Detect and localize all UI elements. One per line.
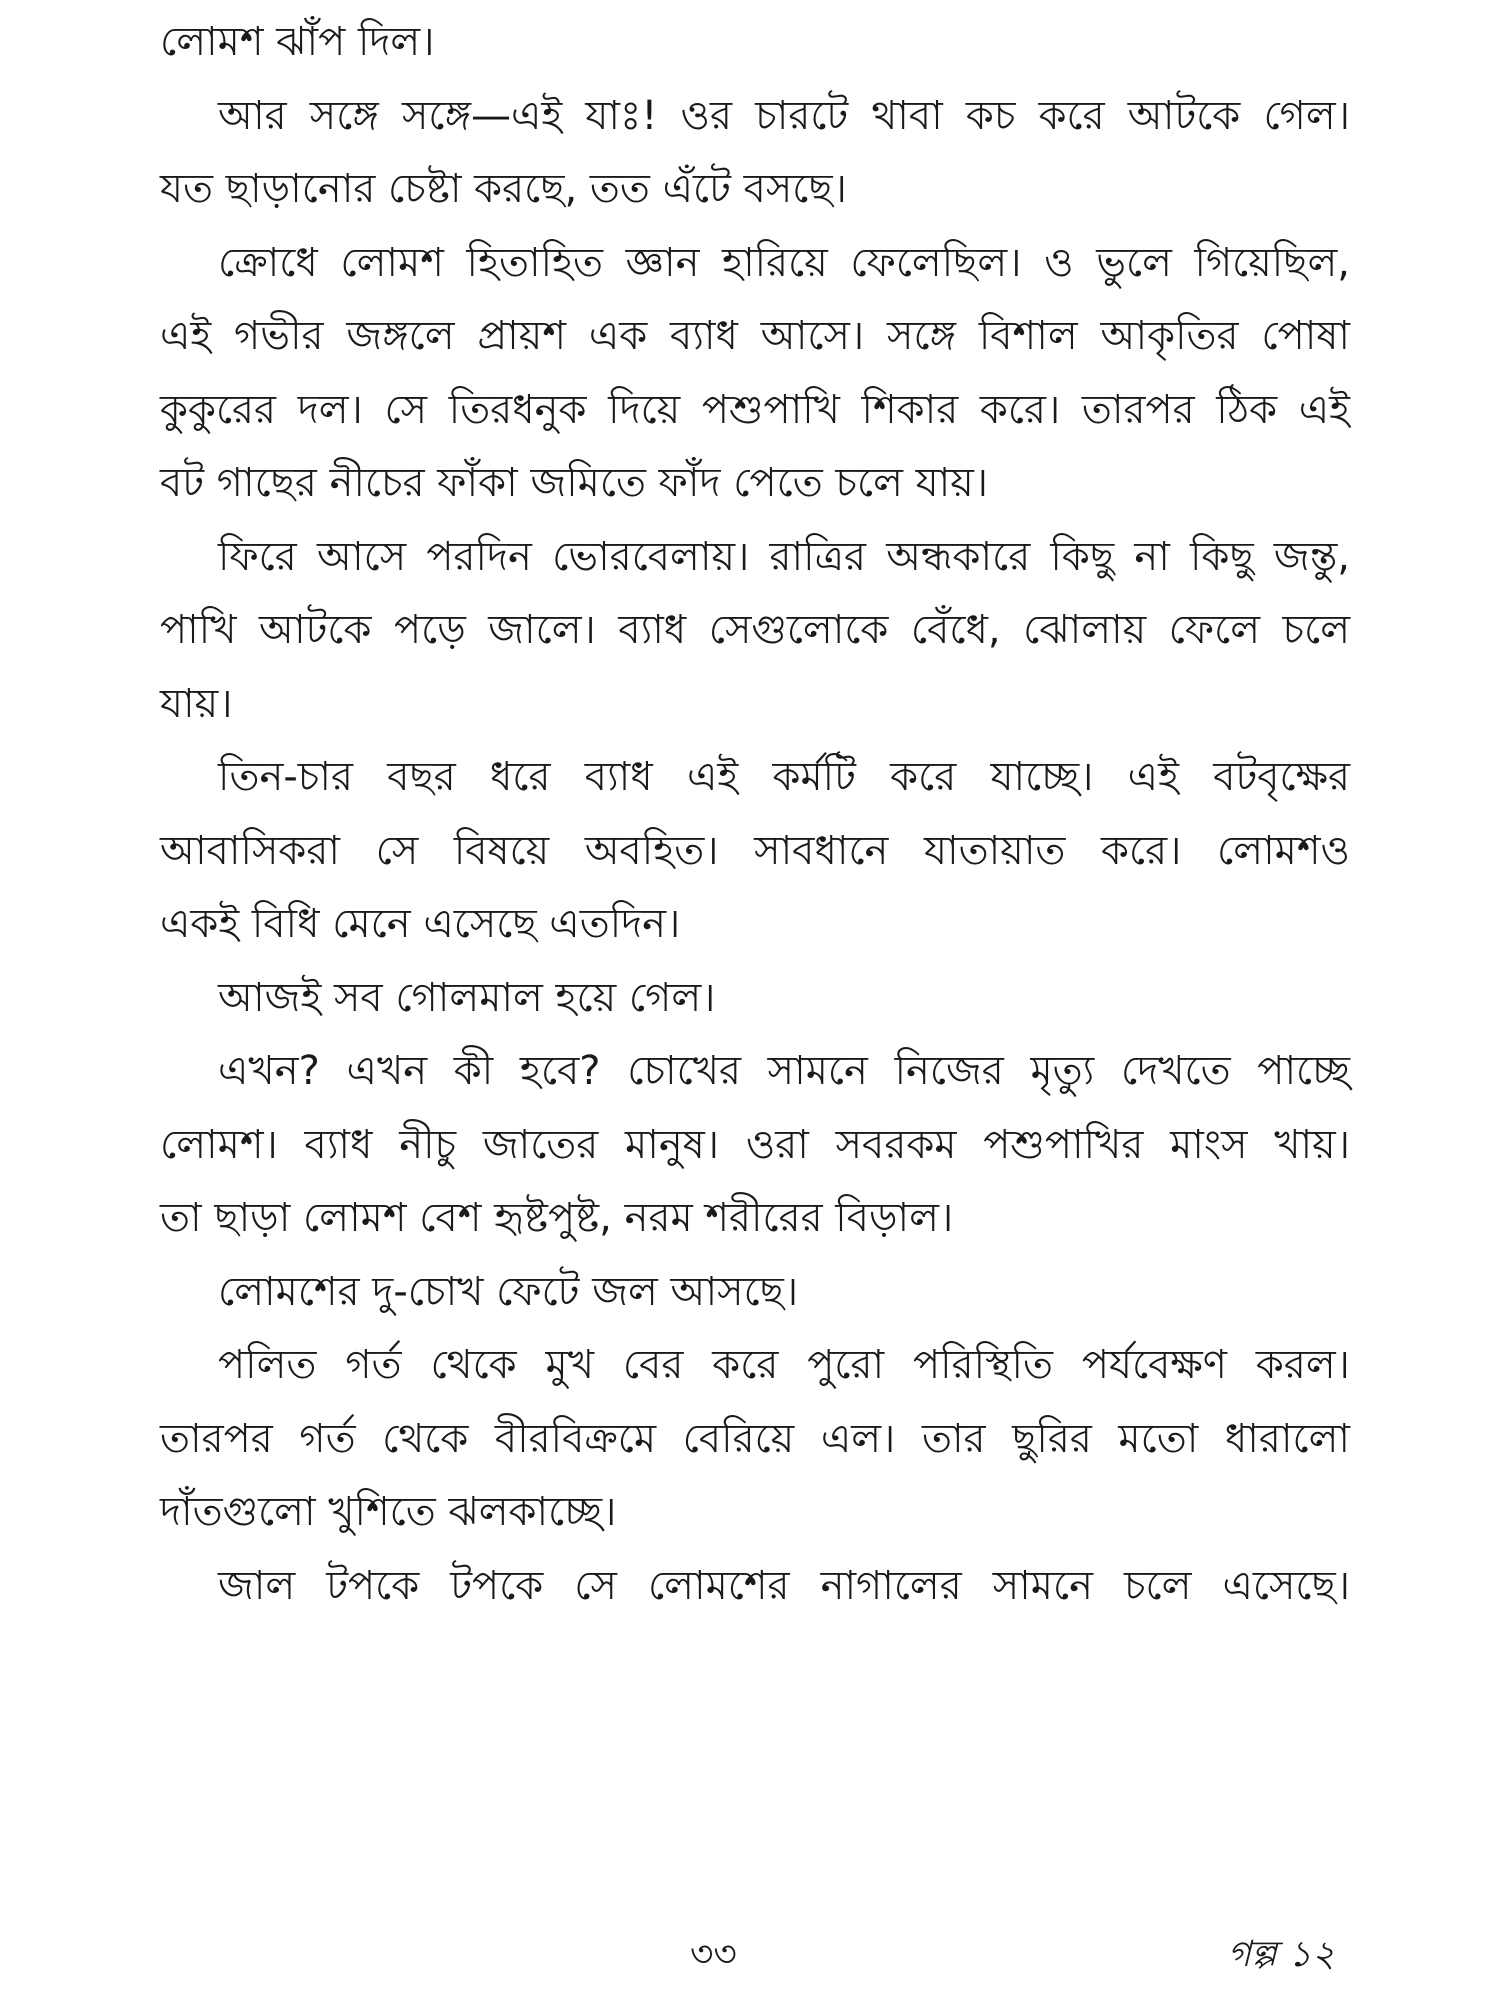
text-line-7: বট গাছের নীচের ফাঁকা জমিতে ফাঁদ পেতে চলে যায়। xyxy=(160,460,989,506)
text-line-22: জাল টপকে টপকে সে লোমশের নাগালের সামনে চলে এসেছে। xyxy=(218,1562,1350,1609)
text-line-10: যায়। xyxy=(160,680,233,727)
text-line-21: দাঁতগুলো খুশিতে ঝলকাচ্ছে। xyxy=(160,1489,617,1535)
text-line-11: তিন-চার বছর ধরে ব্যাধ এই কর্মটি করে যাচ্ছে। এই বটবৃক্ষের xyxy=(218,754,1350,800)
text-line-8: ফিরে আসে পরদিন ভোরবেলায়। রাত্রির অন্ধকারে কিছু না কিছু জন্তু, xyxy=(218,533,1350,580)
page-number: ৩৩ xyxy=(690,1934,737,1975)
text-line-18: লোমশের দু-চোখ ফেটে জল আসছে। xyxy=(218,1268,799,1315)
text-line-1: লোমশ ঝাঁপ দিল। xyxy=(160,19,435,65)
text-line-5: এই গভীর জঙ্গলে প্রায়শ এক ব্যাধ আসে। সঙ্গে বিশাল আকৃতির পোষা xyxy=(160,313,1350,359)
story-text xyxy=(160,19,1350,1639)
text-line-16: লোমশ। ব্যাধ নীচু জাতের মানুষ। ওরা সবরকম পশুপাখির মাংস খায়। xyxy=(160,1121,1350,1168)
text-line-14: আজই সব গোলমাল হয়ে গেল। xyxy=(218,974,716,1021)
text-line-3: যত ছাড়ানোর চেষ্টা করছে, তত এঁটে বসছে। xyxy=(160,166,847,212)
text-line-19: পলিত গর্ত থেকে মুখ বের করে পুরো পরিস্থিতি পর্যবেক্ষণ করল। xyxy=(218,1342,1350,1388)
text-line-20: তারপর গর্ত থেকে বীরবিক্রমে বেরিয়ে এল। তার ছুরির মতো ধারালো xyxy=(160,1415,1350,1462)
text-line-17: তা ছাড়া লোমশ বেশ হৃষ্টপুষ্ট, নরম শরীরের বিড়াল। xyxy=(160,1195,954,1241)
text-line-15: এখন? এখন কী হবে? চোখের সামনে নিজের মৃত্যু দেখতে পাচ্ছে xyxy=(218,1048,1350,1094)
text-line-13: একই বিধি মেনে এসেছে এতদিন। xyxy=(160,901,681,947)
text-line-6: কুকুরের দল। সে তিরধনুক দিয়ে পশুপাখি শিকার করে। তারপর ঠিক এই xyxy=(160,386,1350,433)
text-line-4: ক্রোধে লোমশ হিতাহিত জ্ঞান হারিয়ে ফেলেছিল। ও ভুলে গিয়েছিল, xyxy=(218,239,1350,286)
running-head: গল্প ১২ xyxy=(1227,1934,1335,1975)
text-line-12: আবাসিকরা সে বিষয়ে অবহিত। সাবধানে যাতায়াত করে। লোমশও xyxy=(160,827,1350,874)
text-line-9: পাখি আটকে পড়ে জালে। ব্যাধ সেগুলোকে বেঁধে, ঝোলায় ফেলে চলে xyxy=(160,607,1350,653)
text-line-2: আর সঙ্গে সঙ্গে—এই যাঃ! ওর চারটে থাবা কচ করে আটকে গেল। xyxy=(218,92,1350,139)
